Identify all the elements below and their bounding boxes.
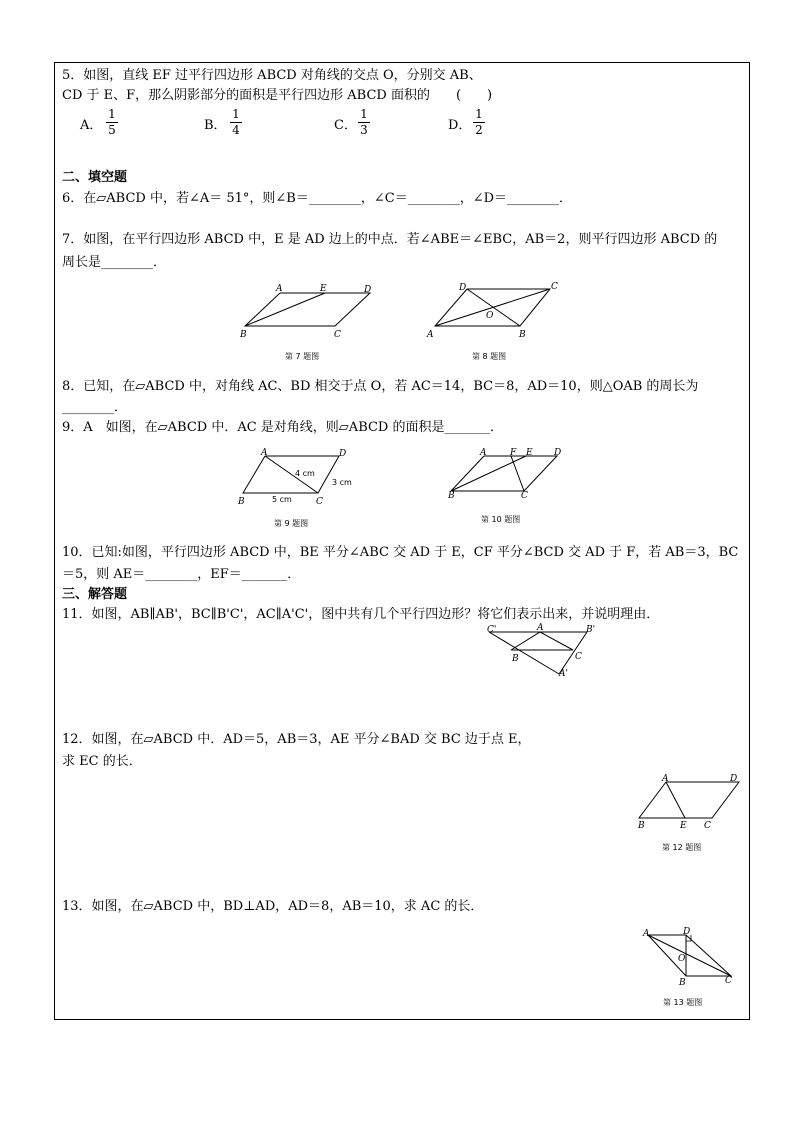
fig12-label-b: B xyxy=(638,821,645,831)
fig9-length-bc: 5 cm xyxy=(272,495,292,504)
fig11-label-a: A xyxy=(537,623,544,633)
fig9-label-c: C xyxy=(316,497,323,507)
fig11-label-c: C xyxy=(575,652,582,662)
figure-9 xyxy=(232,445,362,533)
fig7-label-a: A xyxy=(276,284,283,294)
q5-line2: CD 于 E、F，那么阴影部分的面积是平行四边形 ABCD 面积的 ( ) xyxy=(62,88,493,103)
q5-option-d-label: D． xyxy=(448,118,472,133)
figure-8 xyxy=(425,282,575,364)
q12-line2: 求 EC 的长． xyxy=(62,754,142,769)
q7-line2: 周长是________． xyxy=(62,255,167,270)
q5-option-c-label: C． xyxy=(334,118,357,133)
fig9-label-a: A xyxy=(261,448,268,458)
fig10-label-b: B xyxy=(448,491,455,501)
fig11-label-a-prime: A' xyxy=(559,669,568,679)
figure-12 xyxy=(632,770,747,858)
fig9-label-b: B xyxy=(238,497,245,507)
fig8-label-o: O xyxy=(486,311,494,321)
figure-13 xyxy=(636,925,746,1010)
fig7-label-d: D xyxy=(364,285,372,295)
fig8-label-a: A xyxy=(427,330,434,340)
figure-7 xyxy=(230,282,390,364)
q10-line1: 10．已知:如图，平行四边形 ABCD 中，BE 平分∠ABC 交 AD 于 E，CF 平分∠BCD 交 AD 于 F，若 AB＝3，BC xyxy=(62,545,739,560)
fig13-label-o: O xyxy=(678,954,686,964)
section-heading-solutions: 三、解答题 xyxy=(62,587,128,602)
q5-option-d-fraction: $\frac{1}{2}$ xyxy=(473,108,485,137)
q5-option-a-fraction: $\frac{1}{5}$ xyxy=(106,108,118,137)
q5-option-b-label: B． xyxy=(204,118,227,133)
q5-option-b-fraction: $\frac{1}{4}$ xyxy=(230,108,242,137)
q9-text: 9．A 如图，在▱ABCD 中．AC 是对角线，则▱ABCD 的面积是_______． xyxy=(62,420,503,435)
q8-line2: ________． xyxy=(62,400,128,415)
fig13-caption: 第 13 题图 xyxy=(663,998,703,1007)
fig8-label-b: B xyxy=(519,330,526,340)
fig9-length-cd: 3 cm xyxy=(332,478,352,487)
q6-text: 6．在▱ABCD 中，若∠A＝ 51°，则∠B＝________，∠C＝________，∠D＝________． xyxy=(62,191,573,206)
section-heading-fill-in: 二、填空题 xyxy=(62,170,128,185)
fig13-label-c: C xyxy=(725,976,732,986)
q8-line1: 8．已知，在▱ABCD 中，对角线 AC、BD 相交于点 O，若 AC＝14，BC＝8，AD＝10，则△OAB 的周长为 xyxy=(62,379,699,394)
fig12-label-c: C xyxy=(704,821,711,831)
fig8-label-c: C xyxy=(551,282,558,292)
q10-line2: ＝5，则 AE＝________，EF＝_______． xyxy=(62,567,301,582)
fig10-label-f: F xyxy=(510,448,517,458)
fig10-label-a: A xyxy=(480,448,487,458)
q5-line1: 5．如图，直线 EF 过平行四边形 ABCD 对角线的交点 O，分别交 AB、 xyxy=(62,68,482,83)
fig10-label-e: E xyxy=(526,448,533,458)
fig11-label-b: B xyxy=(512,654,519,664)
fig10-label-d: D xyxy=(554,448,562,458)
fig13-label-a: A xyxy=(643,929,650,939)
fig9-label-d: D xyxy=(339,449,347,459)
figure-11 xyxy=(484,622,604,684)
q13-text: 13．如图，在▱ABCD 中，BD⊥AD，AD＝8，AB＝10，求 AC 的长． xyxy=(62,899,484,914)
fig7-label-e: E xyxy=(320,284,327,294)
fig7-label-c: C xyxy=(334,330,341,340)
fig12-label-e: E xyxy=(680,821,687,831)
fig12-caption: 第 12 题图 xyxy=(662,843,702,852)
fig7-caption: 第 7 题图 xyxy=(285,352,320,361)
q12-line1: 12．如图，在▱ABCD 中．AD＝5，AB＝3，AE 平分∠BAD 交 BC 边于点 E， xyxy=(62,732,531,747)
q5-option-a-label: A． xyxy=(80,118,103,133)
figure-10 xyxy=(444,445,574,527)
fig13-label-b: B xyxy=(679,978,686,988)
fig7-label-b: B xyxy=(240,330,247,340)
fig13-label-d: D xyxy=(683,927,691,937)
fig10-label-c: C xyxy=(521,491,528,501)
q11-text: 11．如图，AB∥AB'，BC∥B'C'，AC∥A'C'，图中共有几个平行四边形？将它们表示出来，并说明理由． xyxy=(62,607,660,622)
fig11-label-c-prime: C' xyxy=(487,625,497,635)
q7-line1: 7．如图，在平行四边形 ABCD 中，E 是 AD 边上的中点．若∠ABE＝∠EBC，AB＝2，则平行四边形 ABCD 的 xyxy=(62,232,718,247)
fig8-label-d: D xyxy=(459,283,467,293)
fig9-caption: 第 9 题图 xyxy=(274,519,309,528)
fig11-label-b-prime: B' xyxy=(586,625,596,635)
fig8-caption: 第 8 题图 xyxy=(472,352,507,361)
fig10-caption: 第 10 题图 xyxy=(481,515,521,524)
fig9-length-ac: 4 cm xyxy=(295,469,315,478)
q5-option-c-fraction: $\frac{1}{3}$ xyxy=(358,108,370,137)
fig12-label-a: A xyxy=(662,774,669,784)
fig12-label-d: D xyxy=(730,774,738,784)
